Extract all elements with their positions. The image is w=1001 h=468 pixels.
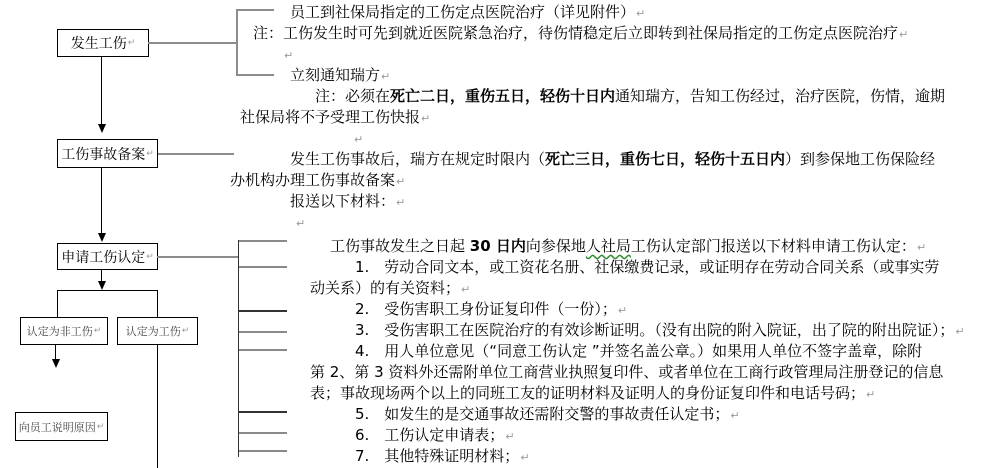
text-line xyxy=(230,212,935,233)
flow-box-not-work-injury xyxy=(20,317,108,345)
bracket-tick xyxy=(239,310,287,312)
text-segment: 工伤认定部门报送以下材料申请工伤认定： xyxy=(630,237,916,255)
text-segment: 6. 工伤认定申请表； xyxy=(355,426,505,444)
text-segment: 发生工伤事故后，瑞方在规定时限内（ xyxy=(290,150,546,168)
bracket-tick xyxy=(239,349,287,351)
text-segment: 3. 受伤害职工在医院治疗的有效诊断证明。（没有出院的附入院证，出了院的附出院证）； xyxy=(355,321,955,339)
text-block-filing xyxy=(230,149,935,233)
arrow-down-icon xyxy=(98,281,106,290)
text-segment: 动关系）的有关资料； xyxy=(310,279,461,297)
line-break-mark: ↵ xyxy=(505,430,515,443)
text-segment: 7. 其他特殊证明材料； xyxy=(355,447,520,465)
text-line xyxy=(310,320,965,341)
text-segment: 注：必须在 xyxy=(315,87,391,105)
flow-box-label: 发生工伤 xyxy=(70,36,127,52)
text-segment: 2. 受伤害职工身份证复印件（一份）； xyxy=(355,300,617,318)
text-line xyxy=(230,86,945,107)
text-line xyxy=(310,425,965,446)
text-segment: 1. 劳动合同文本，或工资花名册、社保缴费记录，或证明存在劳动合同关系（或事实劳 xyxy=(355,258,940,276)
line-break-mark: ↵ xyxy=(381,70,391,83)
text-line xyxy=(310,299,965,320)
flow-box-label: 申请工伤认定 xyxy=(61,249,146,266)
text-line xyxy=(230,170,935,191)
line-break-mark: ↵ xyxy=(127,38,136,48)
text-line xyxy=(310,362,965,383)
text-line xyxy=(310,278,965,299)
text-segment: 30 日内 xyxy=(469,237,526,255)
text-segment: 立刻通知瑞方 xyxy=(290,66,381,84)
text-line xyxy=(310,446,965,467)
bracket-stub xyxy=(148,42,237,44)
text-segment: 社保局将不予受理工伤快报 xyxy=(240,108,421,126)
line-break-mark: ↵ xyxy=(899,28,909,41)
connector-line xyxy=(158,153,234,155)
flow-box-label: 工伤事故备案 xyxy=(61,146,146,163)
flow-box-explain-reason xyxy=(15,412,108,441)
flow-box-label: 认定为非工伤 xyxy=(26,325,93,338)
text-segment: 死亡三日，重伤七日，轻伤十五日内 xyxy=(545,150,786,168)
line-break-mark: ↵ xyxy=(461,283,471,296)
text-line xyxy=(310,383,965,404)
text-segment: 5. 如发生的是交通事故还需附交警的事故责任认定书； xyxy=(355,405,730,423)
arrow-down-icon xyxy=(98,233,106,242)
bracket-tick xyxy=(239,450,287,452)
line-break-mark: ↵ xyxy=(396,196,406,209)
text-line xyxy=(230,2,945,23)
bracket-tick xyxy=(239,266,287,268)
flow-box-injury-occurs xyxy=(57,29,149,57)
text-segment: 表；事故现场两个以上的同班工友的证明材料及证明人的身份证复印件和电话号码； xyxy=(310,384,866,402)
text-line xyxy=(230,149,935,170)
text-segment: 工伤事故发生之日起 xyxy=(330,237,470,255)
bracket-tick xyxy=(239,411,287,413)
line-break-mark: ↵ xyxy=(617,304,628,317)
line-break-mark: ↵ xyxy=(296,217,306,230)
flow-box-apply-recognition xyxy=(57,243,158,270)
text-line xyxy=(230,191,935,212)
text-line xyxy=(230,23,945,44)
text-segment: 通知瑞方，告知工伤经过，治疗医院，伤情，逾期 xyxy=(615,87,946,105)
text-line xyxy=(230,65,945,86)
line-break-mark: ↵ xyxy=(146,251,154,262)
flow-line-continues xyxy=(157,345,158,468)
line-break-mark: ↵ xyxy=(955,325,965,338)
line-break-mark: ↵ xyxy=(284,49,294,62)
bracket-tick xyxy=(239,240,287,242)
text-segment: 报送以下材料： xyxy=(290,192,396,210)
bracket-tick xyxy=(239,432,287,434)
arrow-down-icon xyxy=(98,124,106,133)
bracket-tick xyxy=(239,331,287,333)
text-segment: 死亡二日，重伤五日，轻伤十日内 xyxy=(390,87,616,105)
line-break-mark: ↵ xyxy=(396,175,406,188)
text-line xyxy=(230,107,945,128)
text-segment: 4. 用人单位意见（“同意工伤认定 ”并签名盖公章。）如果用人单位不签字盖章，除附 xyxy=(355,342,923,360)
text-line xyxy=(230,128,945,149)
splitter-line xyxy=(157,290,158,317)
text-segment: 向参保地 xyxy=(525,237,586,255)
line-break-mark: ↵ xyxy=(96,421,105,432)
text-line xyxy=(310,257,965,278)
text-line xyxy=(230,44,945,65)
line-break-mark: ↵ xyxy=(916,241,927,254)
line-break-mark: ↵ xyxy=(146,148,154,159)
text-line xyxy=(310,404,965,425)
flow-box-label: 认定为工伤 xyxy=(125,325,181,338)
line-break-mark: ↵ xyxy=(93,326,102,336)
line-break-mark: ↵ xyxy=(354,133,364,146)
text-line xyxy=(310,236,965,257)
text-segment: 第 2、第 3 资料外还需附单位工商营业执照复印件、或者单位在工商行政管理局注册登记的信息 xyxy=(310,363,944,381)
line-break-mark: ↵ xyxy=(421,112,431,125)
flow-box-label: 向员工说明原因 xyxy=(18,420,96,434)
text-block-treatment xyxy=(230,2,945,149)
text-line xyxy=(310,341,965,362)
line-break-mark: ↵ xyxy=(636,7,646,20)
flow-arrow-stem xyxy=(55,345,56,359)
flow-arrow-stem xyxy=(101,270,102,281)
line-break-mark: ↵ xyxy=(181,326,190,336)
line-break-mark: ↵ xyxy=(520,451,530,464)
text-segment: ）到参保地工伤保险经 xyxy=(785,150,936,168)
flow-box-is-work-injury xyxy=(117,317,198,345)
splitter-line xyxy=(57,290,158,291)
splitter-line xyxy=(57,290,58,317)
text-segment: 员工到社保局指定的工伤定点医院治疗（详见附件） xyxy=(290,3,636,21)
arrow-down-icon xyxy=(52,359,60,368)
flow-arrow-stem xyxy=(101,57,102,125)
flow-arrow-stem xyxy=(101,168,102,233)
flow-box-accident-record xyxy=(57,139,158,168)
text-block-application-materials xyxy=(310,236,965,467)
text-segment: 办机构办理工伤事故备案 xyxy=(230,171,396,189)
text-segment: 人社局 xyxy=(585,237,631,255)
bracket-stub xyxy=(157,256,239,258)
line-break-mark: ↵ xyxy=(866,388,876,401)
text-segment: 注：工伤发生时可先到就近医院紧急治疗，待伤情稳定后立即转到社保局指定的工伤定点医院治疗 xyxy=(253,24,899,42)
line-break-mark: ↵ xyxy=(730,409,740,422)
